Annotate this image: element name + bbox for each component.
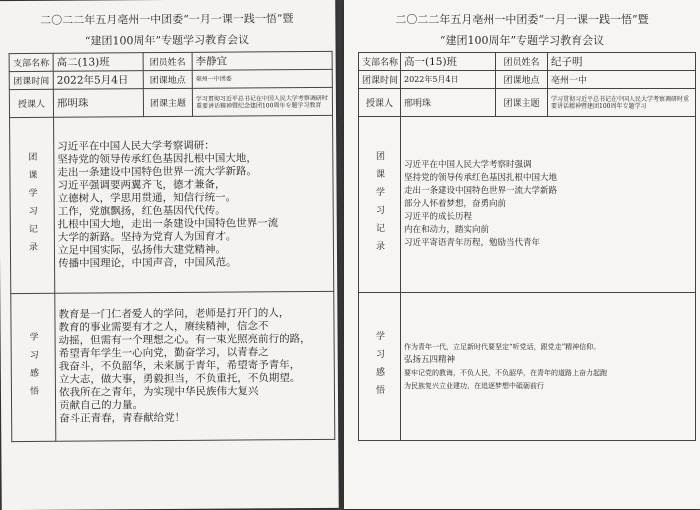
study-line: 习近平强调要两翼齐飞，德才兼备， <box>57 178 226 192</box>
lecturer-label: 授课人 <box>359 89 401 117</box>
study-line: 走出一条建设中国特色世界一流大学新路。 <box>57 164 257 179</box>
theme-label: 团课主题 <box>496 89 548 117</box>
study-line: 习近平在中国人民大学考察调研： <box>57 139 215 153</box>
reflection-line: 依我所在之青年，为实现中华民族伟大复兴 <box>58 385 259 399</box>
reflection-line: 希望青年学生一心向党，勤奋学习，以青春之 <box>58 346 269 360</box>
lecturer-value: 邢明珠 <box>53 89 143 118</box>
form-title-line1: 二〇二二年五月亳州一中团委“一月一课一践一悟”暨 <box>395 13 649 26</box>
place-value: 亳州一中 <box>548 71 696 89</box>
theme-value: 学习贯彻习近平总书记在中国人民大学考察调研时重要讲话精神暨建团100周年专题学习 <box>548 89 696 117</box>
time-label: 团课时间 <box>9 71 53 89</box>
study-line: 习近平寄语青年历程，勉励当代青年 <box>404 238 541 248</box>
study-line: 走出一条建设中国特色世界一流大学新路 <box>404 186 558 196</box>
reflection-notes <box>55 291 335 441</box>
place-label: 团课地点 <box>143 70 192 88</box>
branch-value: 高二(13)班 <box>53 53 143 72</box>
form-title-line1: 二〇二二年五月亳州一中团委“一月一课一践一悟”暨 <box>40 12 294 27</box>
study-line: 传播中国理论，中国声音，中国风范。 <box>58 256 237 270</box>
study-line: 内在和动力，踏实向前 <box>404 225 490 235</box>
form-table <box>9 51 336 442</box>
lecturer-value: 邢明珠 <box>401 89 496 117</box>
form-title-line2: “建团100周年”专题学习教育会议 <box>84 33 250 48</box>
reflection-label: 学习感悟 <box>359 293 401 441</box>
reflection-line: 要牢记党的教诲，不负人民，不负韶华，在青年的道路上奋力起跑 <box>404 368 607 377</box>
study-line: 习近平在中国人民大学考察时强调 <box>404 160 532 170</box>
branch-value: 高一(15)班 <box>401 53 496 71</box>
study-line: 立德树人，学思用贯通，知信行统一。 <box>57 191 237 205</box>
member-label: 团员姓名 <box>496 53 548 71</box>
right-form-sheet <box>344 0 700 509</box>
reflection-line: 弘扬五四精神 <box>404 354 456 365</box>
study-line: 坚持党的领导传承红色基因扎根中国大地， <box>57 151 257 166</box>
reflection-line: 教育是一门仁者爱人的学问，老师是打开门的人， <box>58 307 290 321</box>
study-record-notes <box>401 117 696 293</box>
study-line: 立足中国实际，弘扬伟大建党精神。 <box>57 243 227 257</box>
study-record-notes <box>54 115 334 293</box>
left-form-sheet <box>0 0 339 510</box>
study-record-label: 团课学习记录 <box>359 117 401 293</box>
reflection-line: 奋斗正青春，青春献给党！ <box>59 411 186 425</box>
form-title-line2: “建团100周年”专题学习教育会议 <box>439 34 605 47</box>
time-value: 2022年5月4日 <box>401 71 496 89</box>
study-line: 扎根中国大地，走出一条建设中国特色世界一流 <box>57 216 279 231</box>
branch-label: 支部名称 <box>359 53 401 71</box>
theme-value: 学习贯彻习近平总书记在中国人民大学考察调研时重要讲话精神暨纪念建团100周年专题学习教育 <box>192 87 332 116</box>
study-line: 工作，党旗飘扬，红色基因代代传。 <box>57 204 226 218</box>
reflection-line: 贡献自己的力量。 <box>59 399 144 412</box>
study-line: 大学的新路。坚持为党育人为国育才。 <box>57 230 237 244</box>
member-label: 团员姓名 <box>143 52 192 70</box>
reflection-line: 教育的事业需要有才之人，赓续精神，信念不 <box>58 320 269 334</box>
reflection-line: 我奋斗，不负韶华，未来属于青年，希望寄予青年， <box>58 359 301 373</box>
study-line: 习近平的成长历程 <box>404 212 473 222</box>
study-line: 坚持党的领导传承红色基因扎根中国大地 <box>404 173 558 183</box>
member-value: 纪子明 <box>548 53 696 71</box>
reflection-label: 学习感悟 <box>11 293 56 441</box>
branch-label: 支部名称 <box>9 53 53 71</box>
time-label: 团课时间 <box>359 71 401 89</box>
study-line: 部分人怀着梦想，奋勇向前 <box>404 199 507 209</box>
reflection-line: 作为青年一代，立足新时代要坚定“听党话，跟党走”精神信仰。 <box>404 342 601 351</box>
form-table <box>358 52 696 441</box>
reflection-line: 为民族复兴立业建功，在追逐梦想中砥砺前行 <box>404 381 544 390</box>
place-label: 团课地点 <box>496 71 548 89</box>
theme-label: 团课主题 <box>143 88 192 116</box>
study-record-label: 团课学习记录 <box>10 117 55 293</box>
lecturer-label: 授课人 <box>9 89 53 117</box>
time-value: 2022年5月4日 <box>53 71 143 90</box>
reflection-line: 动摇，但需有一个理想之心。有一束光照亮前行的路， <box>58 333 311 347</box>
reflection-notes <box>401 293 696 441</box>
place-value: 亳州一中团委 <box>192 69 332 88</box>
reflection-line: 立大志，做大事，勇毅担当，不负重托，不负期望。 <box>58 372 301 386</box>
member-value: 李静宜 <box>192 51 332 70</box>
